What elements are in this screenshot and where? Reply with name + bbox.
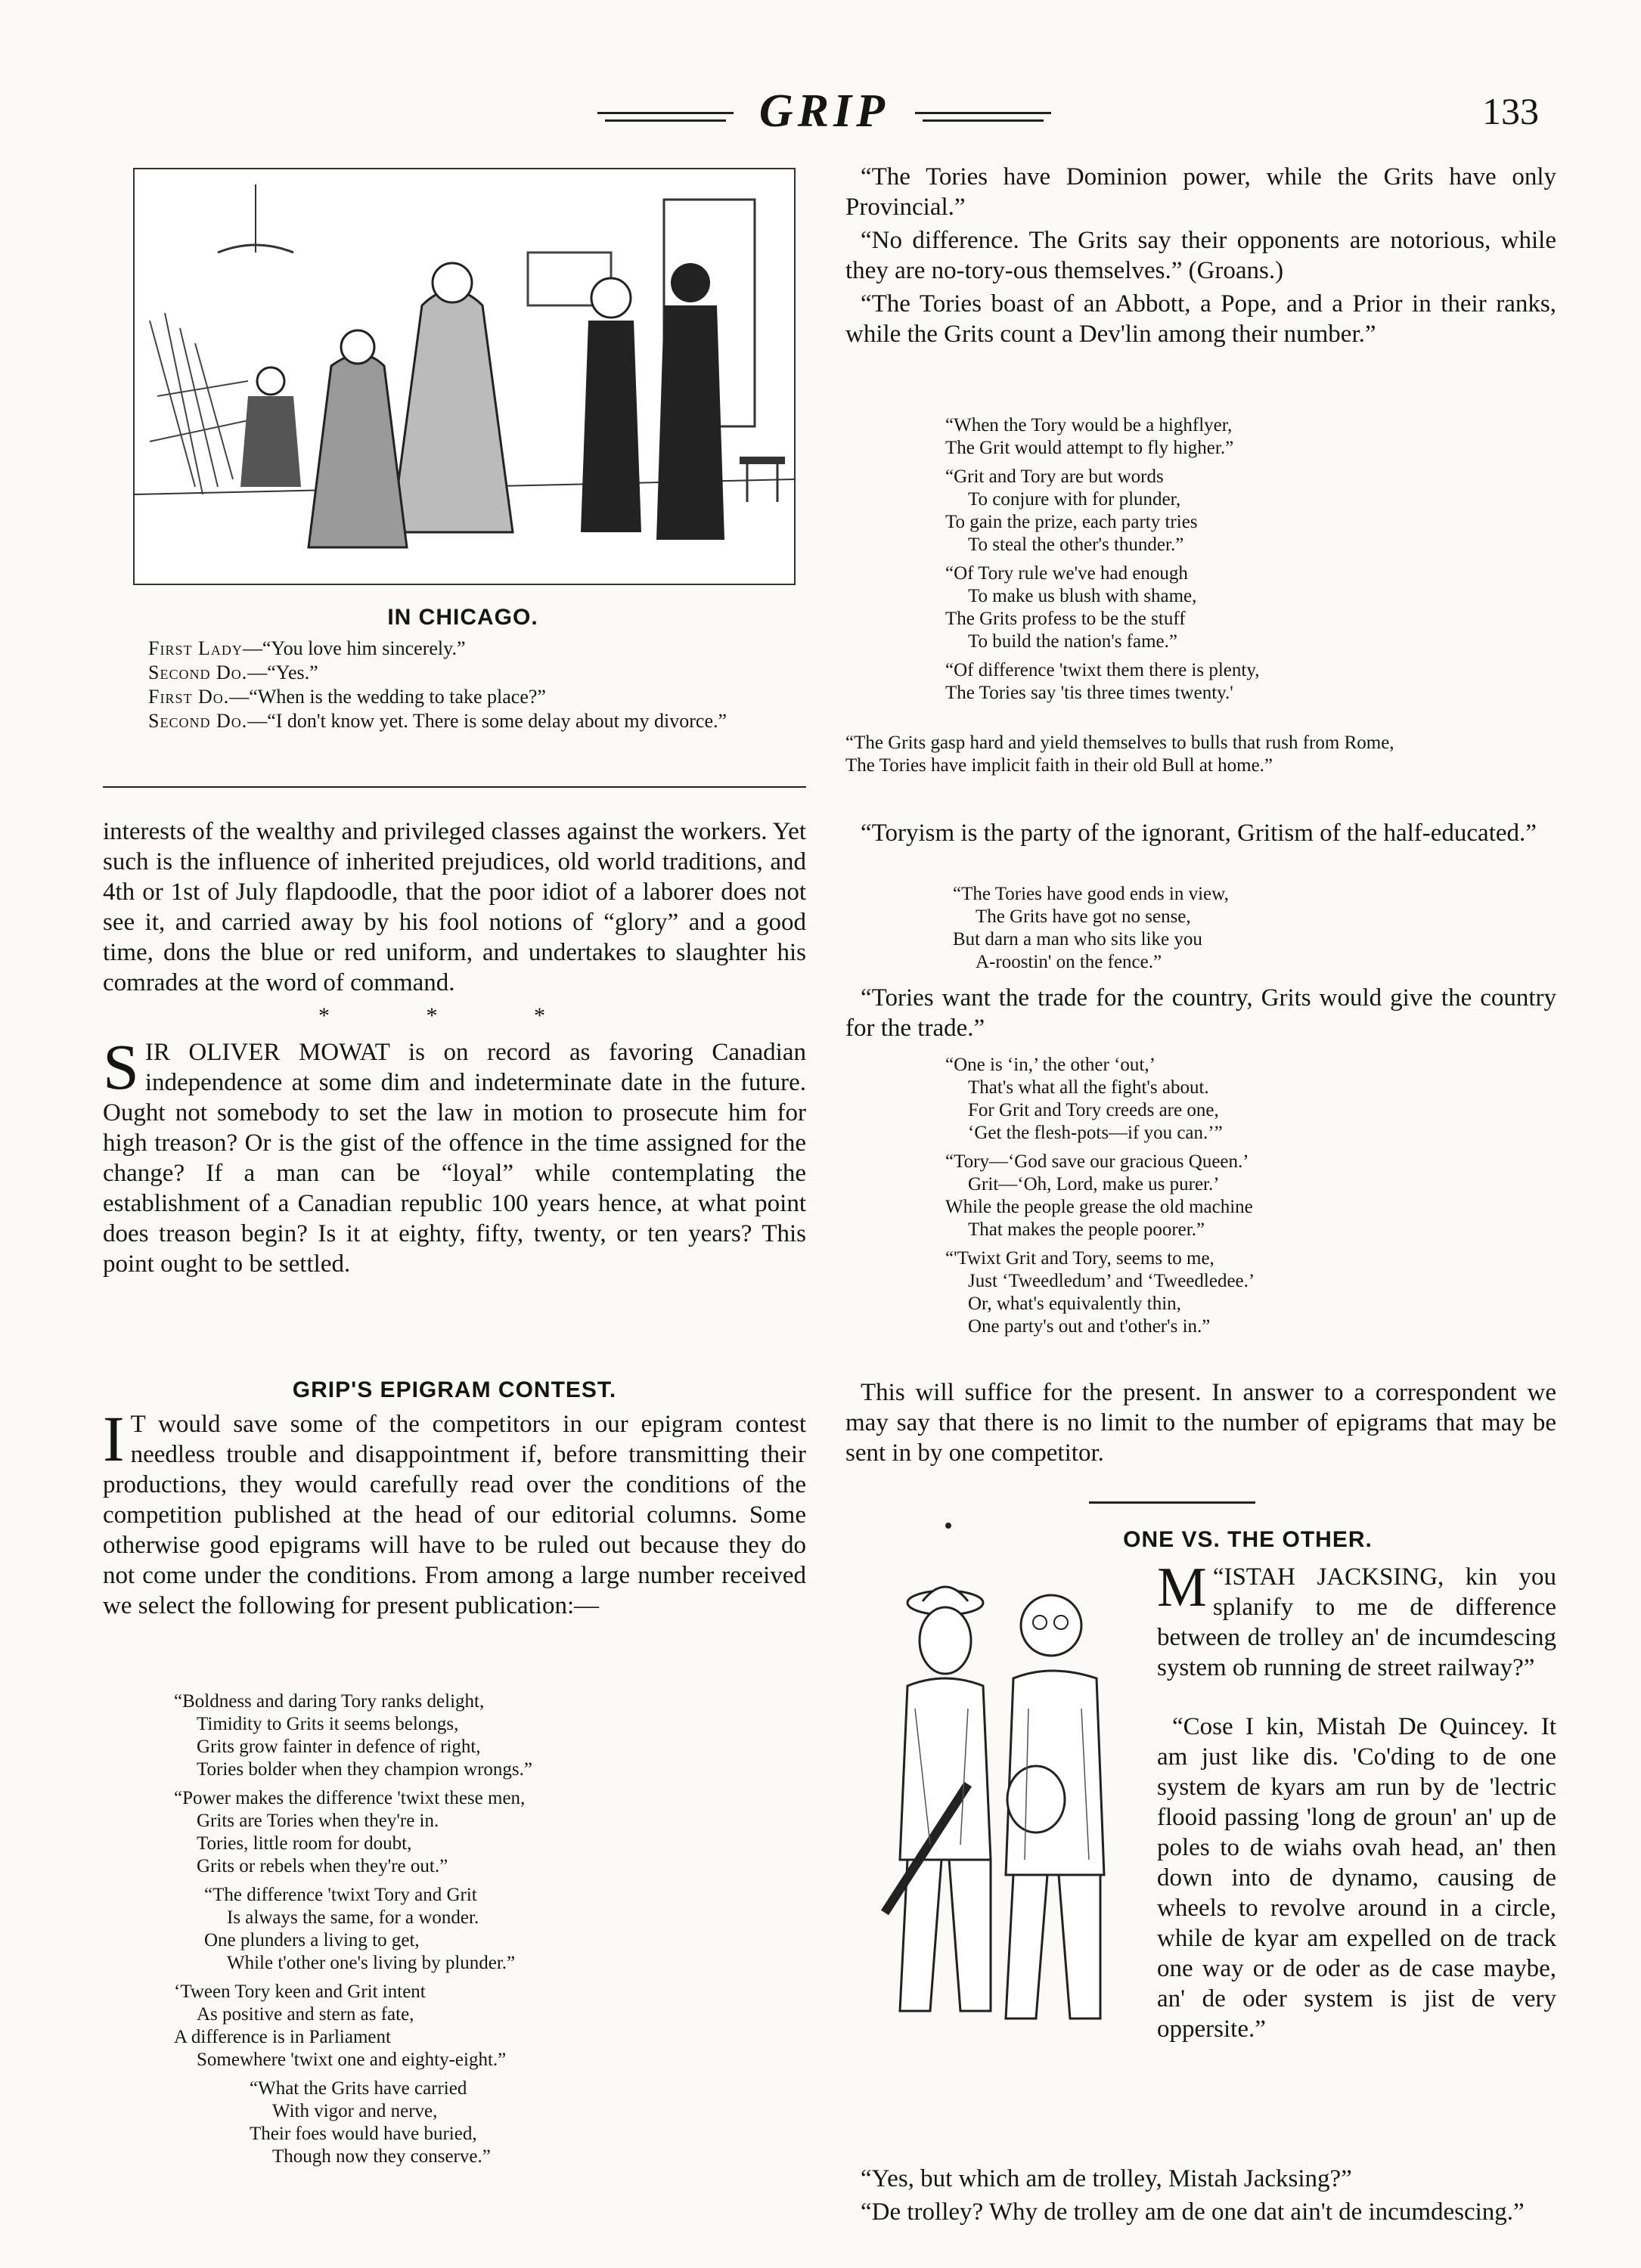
dialect-text-wrap (1157, 1557, 1556, 1686)
epigram-3: “The difference 'twixt Tory and Grit Is always the same, for a wonder. One plunders a living to get, While t'other one's living by plunder.” (204, 1885, 516, 1973)
dropcap-m: M (1157, 1557, 1207, 1619)
paragraph-suffice-wrap (845, 1377, 1556, 1471)
chicago-title: IN CHICAGO. (387, 605, 538, 630)
verse-queen: “Tory—‘God save our gracious Queen.’ Grit—‘Oh, Lord, make us purer.’ While the people grease the old machine That makes the people poorer.” (945, 1151, 1253, 1240)
section-divider (103, 786, 806, 788)
dropcap-i: I (103, 1402, 125, 1475)
paragraph-trade-wrap (845, 983, 1556, 1046)
verse-tweedle: “'Twixt Grit and Tory, seems to me, Just ‘Tweedledum’ and ‘Tweedledee.’ Or, what's equivalently thin, One party's out and t'other's in.” (945, 1248, 1255, 1337)
paragraph-notorious: “No difference. The Grits say their opponents are notorious, while they are no-tory-ous themselves.” (Groans.) (845, 227, 1556, 284)
epigram-5: “What the Grits have carried With vigor and nerve, Their foes would have buried, Though now they conserve.” (250, 2078, 491, 2167)
caption-line-4: Second Do.—“I don't know yet. There is some delay about my divorce.” (148, 710, 727, 732)
paragraph-trolley-answer: “De trolley? Why de trolley am de one dat ain't de incumdescing.” (861, 2198, 1525, 2226)
verse-group-1 (945, 408, 1535, 711)
paragraph-suffice: This will suffice for the present. In answer to a correspondent we may say that there is no limit to the number of epigrams that may be sent in by one competitor. (845, 1379, 1556, 1467)
caption-line-1: First Lady—“You love him sincerely.” (148, 637, 466, 659)
bullet-dot (945, 1523, 951, 1529)
two-men-illustration (877, 1557, 1134, 2041)
paragraph-trolley-question: “Yes, but which am de trolley, Mistah Jacksing?” (861, 2165, 1352, 2192)
short-divider (1089, 1501, 1255, 1504)
right-body-top (845, 162, 1556, 352)
verse-fleshpots: “One is ‘in,’ the other ‘out,’ That's what all the fight's about. For Grit and Tory creeds are one, ‘Get the flesh-pots—if you can.’” (945, 1055, 1223, 1143)
epigram-list (174, 1684, 779, 2174)
caption-line-3: First Do.—“When is the wedding to take place?” (148, 686, 546, 708)
two-men-drawing (877, 1557, 1134, 2041)
verse-shame: “Of Tory rule we've had enough To make us blush with shame, The Grits profess to be the stuff To build the nation's fame.” (945, 563, 1197, 652)
paragraph-contest: I T would save some of the competitors in our epigram contest needless trouble and disappointment if, before transmitting their productions, they would carefully read over the conditions of the competition published at the head of our editorial columns. Some otherwise good epigrams will have to be ruled out because they do not come under the conditions. From among a large number received we select the following for present publication:— (103, 1402, 806, 1619)
paragraph-mistah: M “ISTAH JACKSING, kin you splanify to me de difference between de trolley an' de incumdescing system ob running de street railway?” (1157, 1557, 1556, 1681)
dialect-answer-wrap (1157, 1712, 1556, 2047)
one-vs-other-title: ONE VS. THE OTHER. (1123, 1527, 1373, 1552)
chicago-illustration (133, 168, 796, 585)
paragraph-dominion: “The Tories have Dominion power, while the Grits have only Provincial.” (845, 163, 1556, 221)
page-number: 133 (1482, 90, 1539, 132)
paragraph-mowat: SIR OLIVER MOWAT is on record as favoring Canadian independence at some dim and indeterminate date in the future. Ought not somebody to set the law in motion to prosecute him for high treason? Or is the gist of the offence in the time assigned for the change? If a man can be “loyal” while contemplating the establishment of a Canadian republic 100 years hence, at what point does treason begin? Is it at eighty, fifty, twenty, or ten years? This point ought to be settled. (103, 1030, 806, 1278)
chicago-caption (133, 637, 793, 733)
verse-twenty: “Of difference 'twixt them there is plenty, The Tories say 'tis three times twenty.' (945, 660, 1260, 703)
paragraph-labor: interests of the wealthy and privileged classes against the workers. Yet such is the influence of inherited prejudices, old world traditions, and 4th or 1st of July flapdoodle, that the poor idiot of a laborer does not see it, and carried away by his fool notions of “glory” and a good time, dons the blue or red uniform, and undertakes to slaughter his comrades at the word of command. (103, 818, 806, 996)
epigram-2: “Power makes the difference 'twixt these men, Grits are Tories when they're in. Tories, little room for doubt, Grits or rebels when they're out.” (174, 1788, 526, 1876)
verse-thunder: “Grit and Tory are but words To conjure with for plunder, To gain the prize, each party tries To steal the other's thunder.” (945, 466, 1198, 555)
header-rule-right (915, 112, 1051, 114)
paragraph-toryism: “Toryism is the party of the ignorant, Gritism of the half-educated.” (861, 820, 1537, 847)
paragraph-abbott: “The Tories boast of an Abbott, a Pope, and a Prior in their ranks, while the Grits count a Dev'lin among their number.” (845, 290, 1556, 348)
paragraph-trade: “Tories want the trade for the country, Grits would give the country for the trade.” (845, 984, 1556, 1042)
epigram-4: ‘Tween Tory keen and Grit intent As positive and stern as fate, A difference is in Parliament Somewhere 'twixt one and eighty-eight.” (174, 1981, 507, 2070)
caption-line-2: Second Do.—“Yes.” (148, 662, 318, 683)
dropcap-s: S (103, 1030, 139, 1103)
header-rule-right-2 (923, 119, 1044, 122)
paragraph-cose: “Cose I kin, Mistah De Quincey. It am just like dis. 'Co'ding to de one system de kyars am run by de 'lectric flooid passing 'long de groun' an' up de poles to de wiahs ovah head, an' then down into de dynamo, causing de wheels to revolve around in a circle, while de kyar am expelled on de track one way or de oder as de case maybe, an' de oder system is jist de very oppersite.” (1157, 1713, 1556, 2043)
chicago-illustration-drawing (135, 169, 794, 584)
dialect-end-wrap (845, 2164, 1556, 2230)
verse-fence: “The Tories have good ends in view, The Grits have got no sense, But darn a man who sits like you A-roostin' on the fence.” (953, 884, 1229, 972)
verse-group-3 (945, 1048, 1535, 1344)
verse-bulls: “The Grits gasp hard and yield themselves to bulls that rush from Rome, The Tories have implicit faith in their old Bull at home.” (845, 733, 1394, 776)
masthead-title: GRIP (758, 85, 890, 137)
left-body-text (103, 816, 806, 1282)
section-stars: * * * (318, 1003, 591, 1028)
epigram-contest-title: GRIP'S EPIGRAM CONTEST. (292, 1377, 617, 1402)
paragraph-toryism-wrap (845, 818, 1556, 851)
epigram-1: “Boldness and daring Tory ranks delight, Timidity to Grits it seems belongs, Grits grow fainter in defence of right, Tories bolder when they champion wrongs.” (174, 1691, 532, 1780)
verse-highflyer: “When the Tory would be a highflyer, The Grit would attempt to fly higher.” (945, 415, 1234, 458)
epigram-contest-body (103, 1402, 806, 1624)
